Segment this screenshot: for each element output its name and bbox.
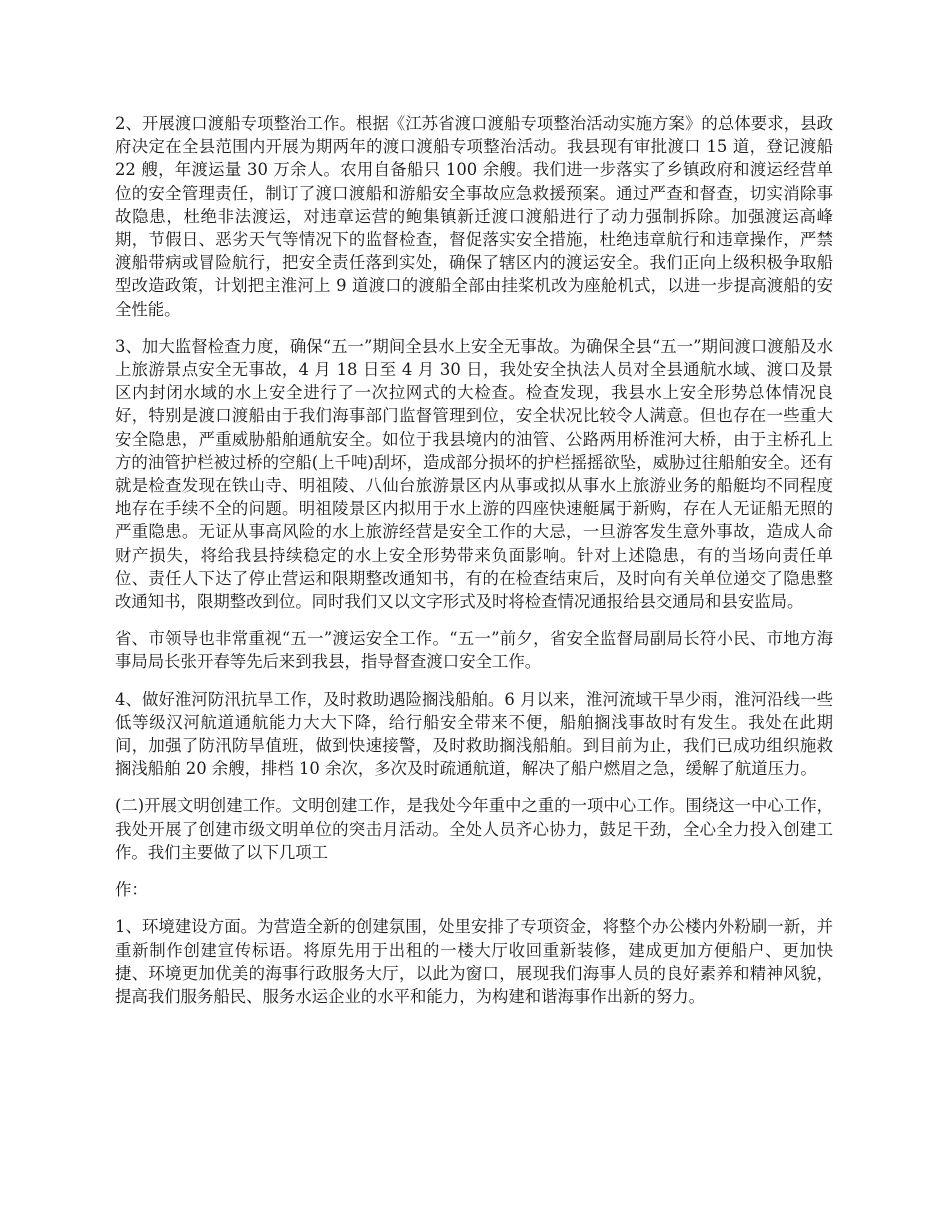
paragraph-environment-construction: 1、环境建设方面。为营造全新的创建氛围，处里安排了专项资金，将整个办公楼内外粉刷一新，并重新制作创建宣传标语。将原先用于出租的一楼大厅收回重新装修，建成更加方便船户、更加快捷、环境更加优美的海事行政服务大厅，以此为窗口，展现我们海事人员的良好素养和精神风貌，提高我们服务船民、服务水运企业的水平和能力，为构建和谐海事作出新的努力。	[115, 917, 833, 1006]
paragraph-leadership-visit: 省、市领导也非常重视“五一”渡运安全工作。“五一”前夕，省安全监督局副局长符小民、市地方海事局局长张开春等先后来到我县，指导督查渡口安全工作。	[115, 629, 833, 672]
paragraph-flood-drought-rescue: 4、做好淮河防汛抗旱工作，及时救助遇险搁浅船舶。6 月以来，淮河流域干旱少雨，淮河沿线一些低等级汉河航道通航能力大大下降，给行船安全带来不便，船舶搁浅事故时有发生。我处在此期间，加强了防汛防旱值班，做到快速接警，及时救助搁浅船舶。到目前为止，我们已成功组织施救搁浅船舶 20 余艘，排档 10 余次，多次及时疏通航道，解决了船户燃眉之急，缓解了航道压力。	[115, 689, 833, 779]
document-page	[115, 112, 833, 1022]
paragraph-may-day-inspection: 3、加大监督检查力度，确保“五一”期间全县水上安全无事故。为确保全县“五一”期间渡口渡船及水上旅游景点安全无事故，4 月 18 日至 4 月 30 日，我处安全执法人员对全县通航水域、渡口及景区内封闭水域的水上安全进行了一次拉网式的大检查。检查发现，我县水上安全形势总体情况良好，特别是渡口渡船由于我们海事部门监督管理到位，安全状况比较令人满意。但也存在一些重大安全隐患，严重威胁船舶通航安全。如位于我县境内的油管、公路两用桥淮河大桥，由于主桥孔上方的油管护栏被过桥的空船(上千吨)刮坏，造成部分损坏的护栏摇摇欲坠，威胁过往船舶安全。还有就是检查发现在铁山寺、明祖陵、八仙台旅游景区内从事或拟从事水上旅游业务的船艇均不同程度地存在手续不全的问题。明祖陵景区内拟用于水上游的四座快速艇属于新购，存在人无证船无照的严重隐患。无证从事高风险的水上旅游经营是安全工作的大忌，一旦游客发生意外事故，造成人命财产损失，将给我县持续稳定的水上安全形势带来负面影响。针对上述隐患，有的当场向责任单位、责任人下达了停止营运和限期整改通知书，有的在检查结束后，及时向有关单位递交了隐患整改通知书，限期整改到位。同时我们又以文字形式及时将检查情况通报给县交通局和县安监局。	[115, 336, 833, 612]
paragraph-ferry-rectification: 2、开展渡口渡船专项整治工作。根据《江苏省渡口渡船专项整治活动实施方案》的总体要求，县政府决定在全县范围内开展为期两年的渡口渡船专项整治活动。我县现有审批渡口 15 道，登记渡船 22 艘，年渡运量 30 万余人。农用自备船只 100 余艘。我们进一步落实了乡镇政府和渡运经营单位的安全管理责任，制订了渡口渡船和游船安全事故应急救援预案。通过严查和督查，切实消除事故隐患，杜绝非法渡运，对违章运营的鲍集镇新迁渡口渡船进行了动力强制拆除。加强渡运高峰期，节假日、恶劣天气等情况下的监督检查，督促落实安全措施，杜绝违章航行和违章操作，严禁渡船带病或冒险航行，把安全责任落到实处，确保了辖区内的渡运安全。我们正向上级积极争取船型改造政策，计划把主淮河上 9 道渡口的渡船全部由挂桨机改为座舱机式，以进一步提高渡船的安全性能。	[115, 114, 833, 319]
paragraph-continuation: 作：	[115, 880, 148, 900]
paragraph-civilization-creation: (二)开展文明创建工作。文明创建工作，是我处今年重中之重的一项中心工作。围绕这一中心工作，我处开展了创建市级文明单位的突击月活动。全处人员齐心协力，鼓足干劲，全心全力投入创建工作。我们主要做了以下几项工	[115, 796, 833, 862]
